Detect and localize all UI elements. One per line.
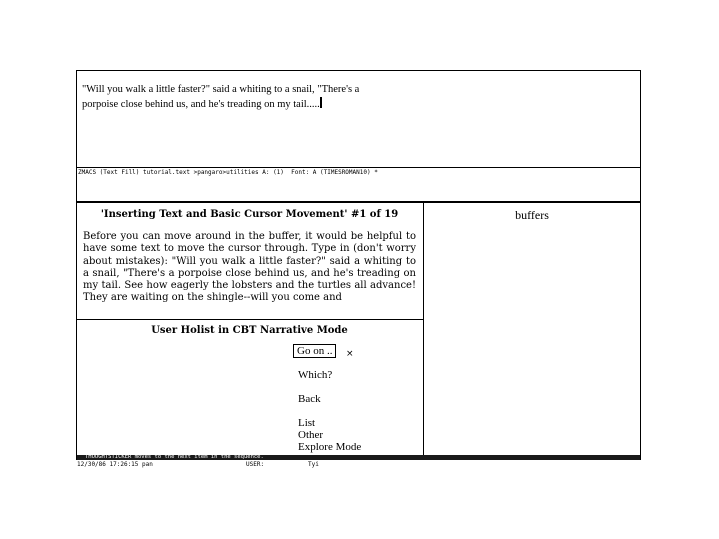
footer-user-label: USER: — [246, 461, 265, 468]
mode-line — [77, 167, 640, 203]
lesson-pane — [77, 203, 424, 320]
status-text: THOUGHTSTICKER moves to the next item in the sequence. — [85, 454, 264, 460]
status-bar — [77, 455, 640, 460]
menu-item-list[interactable]: List — [298, 417, 316, 429]
buffers-pane[interactable] — [424, 203, 640, 455]
close-icon[interactable]: × — [346, 349, 354, 359]
narrative-menu-pane — [77, 320, 424, 455]
menu-item-which[interactable]: Which? — [298, 369, 333, 381]
mode-line-text: ZMACS (Text Fill) tutorial.text >pangaro>utilities A: (1) Font: A (TIMESROMAN10) * — [78, 169, 378, 176]
window-frame — [76, 70, 641, 460]
editor-pane[interactable] — [77, 71, 640, 167]
lesson-title: 'Inserting Text and Basic Cursor Movement' #1 of 19 — [100, 209, 399, 220]
lesson-body: Before you can move around in the buffer, it would be helpful to have some text to move the cursor through. Type in (don't worry about mistakes): "Will you walk a little faster?" said a whiting to a snail, "There's a porpoise close behind us, and he's treading on my tail. See how eagerly the lobsters and the turtles all advance! They are waiting on the shingle--will you come and — [83, 231, 416, 304]
editor-text[interactable]: "Will you walk a little faster?" said a whiting to a snail, "There's a porpoise close behind us, and he's treading on my tail..... — [82, 84, 360, 110]
menu-title: User Holist in CBT Narrative Mode — [151, 325, 348, 336]
menu-item-explore-mode[interactable]: Explore Mode — [298, 441, 362, 453]
buffers-title: buffers — [515, 208, 549, 222]
footer-user-value: Tyi — [308, 461, 319, 468]
footer-datetime: 12/30/86 17:26:15 pan — [77, 461, 153, 468]
menu-item-other[interactable]: Other — [298, 429, 324, 441]
text-cursor — [320, 97, 322, 108]
menu-item-back[interactable]: Back — [298, 393, 321, 405]
go-on-button[interactable]: Go on .. — [293, 344, 336, 358]
